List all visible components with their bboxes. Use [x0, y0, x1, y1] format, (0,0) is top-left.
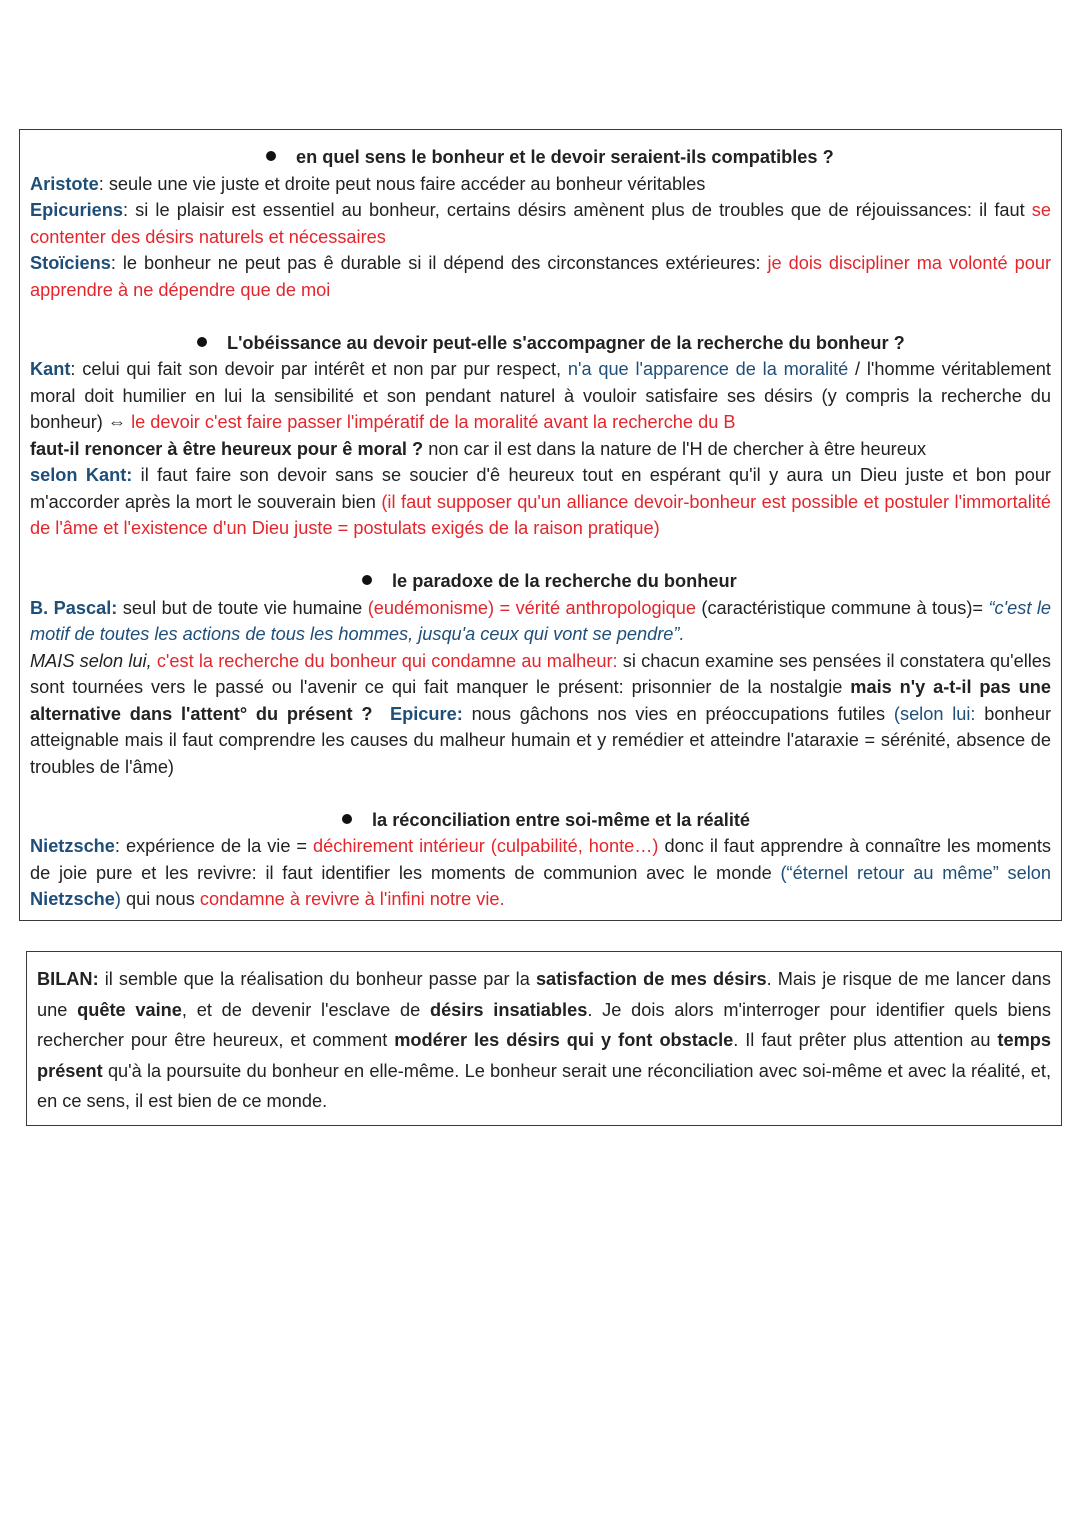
section-obeissance: [30, 330, 1051, 542]
bilan-box: [26, 951, 1062, 1126]
equivalence-arrow-icon: ⇔: [107, 412, 127, 432]
paragraph-question: faut-il renoncer à être heureux pour ê moral ? non car il est dans la nature de l'H de chercher à être heureux: [30, 438, 927, 459]
section-compatibility: [30, 144, 1051, 303]
section-heading: la réconciliation entre soi-même et la réalité: [30, 807, 1051, 834]
paragraph-selon-kant: selon Kant: il faut faire son devoir sans se soucier d'ê heureux tout en espérant qu'il y aura un Dieu juste et bon pour m'accorder après la mort le souverain bien (il faut supposer qu'un alliance devoir-bonheur est possible et postuler l'immortalité de l'âme et l'existence d'un Dieu juste = postulats exigés de la raison pratique): [30, 465, 1052, 538]
bullet-icon: [342, 814, 352, 824]
section-paradoxe: [30, 568, 1051, 780]
paragraph-kant: Kant: celui qui fait son devoir par intérêt et non par pur respect, n'a que l'apparence de la moralité / l'homme véritablement moral doit humilier en lui la sensibilité et son pendant naturel à vouloir satisfaire ses désirs (y compris la recherche du bonheur) ⇔ le devoir c'est faire passer l'impératif de la moralité avant la recherche du B: [30, 359, 1051, 432]
paragraph-nietzsche: Nietzsche: expérience de la vie = déchirement intérieur (culpabilité, honte…) donc il faut apprendre à connaître les moments de joie pure et les revivre: il faut identifier les moments de communion avec le monde (“éternel retour au même” selon Nietzsche) qui nous condamne à revivre à l'infini notre vie.: [30, 836, 1052, 909]
bilan-paragraph: BILAN: il semble que la réalisation du bonheur passe par la satisfaction de mes désirs. Mais je risque de me lancer dans une quête vaine, et de devenir l'esclave de désirs insatiables. Je dois alors m'interroger pour identifier quels biens rechercher pour être heureux, et comment modérer les désirs qui y font obstacle. Il faut prêter plus attention au temps présent qu'à la poursuite du bonheur en elle-même. Le bonheur serait une réconciliation avec soi-même et avec la réalité, et, en ce sens, il est bien de ce monde.: [37, 969, 1051, 1111]
paragraph-aristote: Aristote: seule une vie juste et droite peut nous faire accéder au bonheur véritables: [30, 173, 706, 194]
bullet-icon: [266, 151, 276, 161]
section-reconciliation: [30, 807, 1051, 913]
paragraph-mais: MAIS selon lui, c'est la recherche du bonheur qui condamne au malheur: si chacun examine ses pensées il constatera qu'elles sont tournées vers le passé ou l'avenir ce qui fait manquer le présent: prisonnier de la nostalgie mais n'y a-t-il pas une alternative dans l'attent° du présent ? Epicure: nous gâchons nos vies en préoccupations futiles (selon lui: bonheur atteignable mais il faut comprendre les causes du malheur humain et y remédier et atteindre l'ataraxie = sérénité, absence de troubles de l'âme): [30, 650, 1052, 777]
paragraph-epicuriens: Epicuriens: si le plaisir est essentiel au bonheur, certains désirs amènent plus de troubles que de réjouissances: il faut se contenter des désirs naturels et nécessaires: [30, 200, 1051, 247]
bullet-icon: [197, 337, 207, 347]
bullet-icon: [362, 575, 372, 585]
section-heading: L'obéissance au devoir peut-elle s'accompagner de la recherche du bonheur ?: [30, 330, 1051, 357]
paragraph-pascal: B. Pascal: seul but de toute vie humaine (eudémonisme) = vérité anthropologique (caractéristique commune à tous)= “c'est le motif de toutes les actions de tous les hommes, jusqu'a ceux qui vont se pendre”.: [30, 597, 1051, 644]
main-notes-box: [19, 129, 1062, 921]
section-heading: en quel sens le bonheur et le devoir seraient-ils compatibles ?: [30, 144, 1051, 171]
paragraph-stoiciens: Stoïciens: le bonheur ne peut pas ê durable si il dépend des circonstances extérieures: je dois discipliner ma volonté pour apprendre à ne dépendre que de moi: [30, 253, 1051, 300]
section-heading: le paradoxe de la recherche du bonheur: [30, 568, 1051, 595]
